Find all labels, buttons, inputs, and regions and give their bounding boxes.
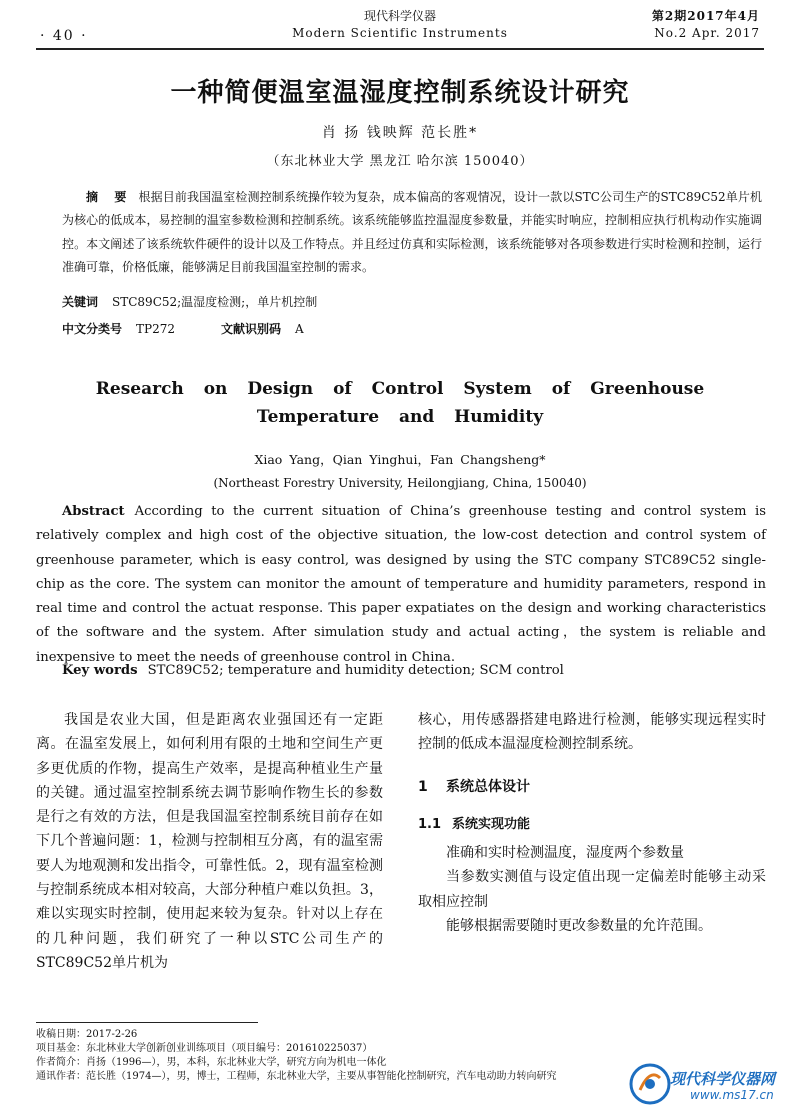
section-title: 系统总体设计: [446, 778, 530, 795]
keywords-cn: [62, 293, 317, 310]
affiliation-en: (Northeast Forestry University, Heilongjiang, China, 150040): [213, 476, 587, 490]
watermark-name: 现代科学仪器网: [670, 1070, 776, 1088]
body-left-column: [36, 708, 383, 975]
function-item: 准确和实时检测温度，湿度两个参数量: [446, 845, 684, 862]
keywords-cn-label: 关键词: [62, 295, 99, 309]
paper-title-cn: 一种简便温室温湿度控制系统设计研究: [170, 78, 630, 108]
intro-paragraph: 我国是农业大国，但是距离农业强国还有一定距离。在温室发展上，如何利用有限的土地和空间生产更多更优质的作物，提高生产效率，是提高种植业生产量的关键。通过温室控制系统去调节影响作物生长的参数是行之有效的方法，但是我国温室控制系统目前存在如下几个普遍问题：1，检测与控制相互分离，有的温室需要人为地观测和发出指令，可靠性低。2，现有温室检测与控制系统成本相对较高，大部分种植户难以负担。3，难以实现实时控制，使用起来较为复杂。针对以上存在的几种问题，我们研究了一种以STC公司生产的STC89C52单片机为: [36, 712, 383, 971]
body-right-column: [418, 708, 766, 938]
header-rule: [36, 48, 764, 50]
issue-en: No.2 Apr. 2017: [654, 26, 760, 40]
footnote-rule: [36, 1022, 258, 1023]
function-item: 当参数实测值与设定值出现一定偏差时能够主动采取相应控制: [418, 869, 766, 910]
footnote-funding: 项目基金：东北林业大学创新创业训练项目（项目编号：201610225037）: [36, 1043, 373, 1054]
site-watermark: [624, 1058, 794, 1110]
footnote-received: 收稿日期：2017-2-26: [36, 1029, 138, 1040]
subsection-heading: [418, 813, 766, 837]
intro-paragraph-continued: 核心，用传感器搭建电路进行检测，能够实现远程实时控制的低成本温湿度检测控制系统。: [418, 712, 766, 753]
keywords-en-label: Key words: [62, 663, 138, 678]
class-label: 中文分类号: [62, 322, 123, 336]
issue-info: [652, 8, 760, 42]
subsection-title: 系统实现功能: [452, 816, 531, 832]
issue-cn: 第2期2017年4月: [651, 9, 760, 23]
watermark-url: www.ms17.cn: [690, 1088, 774, 1102]
authors-cn: 肖 扬 钱映辉 范长胜*: [321, 125, 479, 141]
abstract-cn-text: 根据目前我国温室检测控制系统操作较为复杂，成本偏高的客观情况，设计一款以STC公司生产的STC89C52单片机为核心的低成本，易控制的温室参数检测和控制系统。该系统能够监控温湿度参数量，并能实时响应，控制相应执行机构动作实施调控。本文阐述了该系统软件硬件的设计以及工作特点。并且经过仿真和实际检测，该系统能够对各项参数进行实时检测和控制，运行准确可靠，价格低廉，能够满足目前我国温室控制的需求。: [62, 190, 762, 275]
abstract-en-label: Abstract: [62, 504, 125, 519]
footnotes: [36, 1028, 636, 1084]
affiliation-cn: （东北林业大学 黑龙江 哈尔滨 150040）: [266, 154, 534, 169]
abstract-en-text: According to the current situation of China’s greenhouse testing and control system is relatively complex and high cost of the objective situation, the low-cost detection and control system of greenhouse parameter, which is easy control, was designed by using the STC company STC89C52 single-chip as the core. The system can monitor the amount of temperature and humidity parameters, respond in real time and control the actuat response. This paper expatiates on the design and working characteristics of the software and the system. After simulation study and actual acting，the system is reliable and inexpensive to meet the needs of greenhouse control in China.: [36, 504, 766, 665]
footnote-corresponding: 通讯作者：范长胜（1974—），男，博士，工程师，东北林业大学，主要从事智能化控制研究，汽车电动助力转向研究: [36, 1071, 557, 1082]
section-number: 1: [418, 778, 428, 795]
function-item: 能够根据需要随时更改参数量的允许范围。: [446, 918, 712, 935]
class-value: TP272: [136, 322, 175, 336]
classification-cn: [62, 320, 304, 337]
keywords-cn-text: STC89C52;温湿度检测;，单片机控制: [112, 295, 318, 309]
section-heading: [418, 775, 766, 799]
keywords-en-text: STC89C52; temperature and humidity detection; SCM control: [147, 663, 564, 678]
keywords-en: [62, 663, 564, 678]
site-logo-icon: [628, 1062, 672, 1106]
footnote-author: 作者简介：肖扬（1996—），男，本科，东北林业大学，研究方向为机电一体化: [36, 1057, 387, 1068]
doc-code-label: 文献识别码: [221, 322, 282, 336]
journal-name-cn: 现代科学仪器: [363, 9, 436, 23]
journal-name-en: Modern Scientific Instruments: [292, 26, 508, 40]
abstract-cn-label: 摘 要: [86, 190, 133, 204]
subsection-number: 1.1: [418, 816, 442, 832]
doc-code-value: A: [295, 322, 304, 336]
abstract-cn: [62, 186, 762, 280]
page-number: · 40 ·: [40, 28, 88, 44]
paper-title-en: Research on Design of Control System of Greenhouse Temperature and Humidity: [95, 379, 705, 427]
authors-en: Xiao Yang，Qian Yinghui，Fan Changsheng*: [254, 452, 546, 467]
abstract-en: [36, 500, 766, 670]
